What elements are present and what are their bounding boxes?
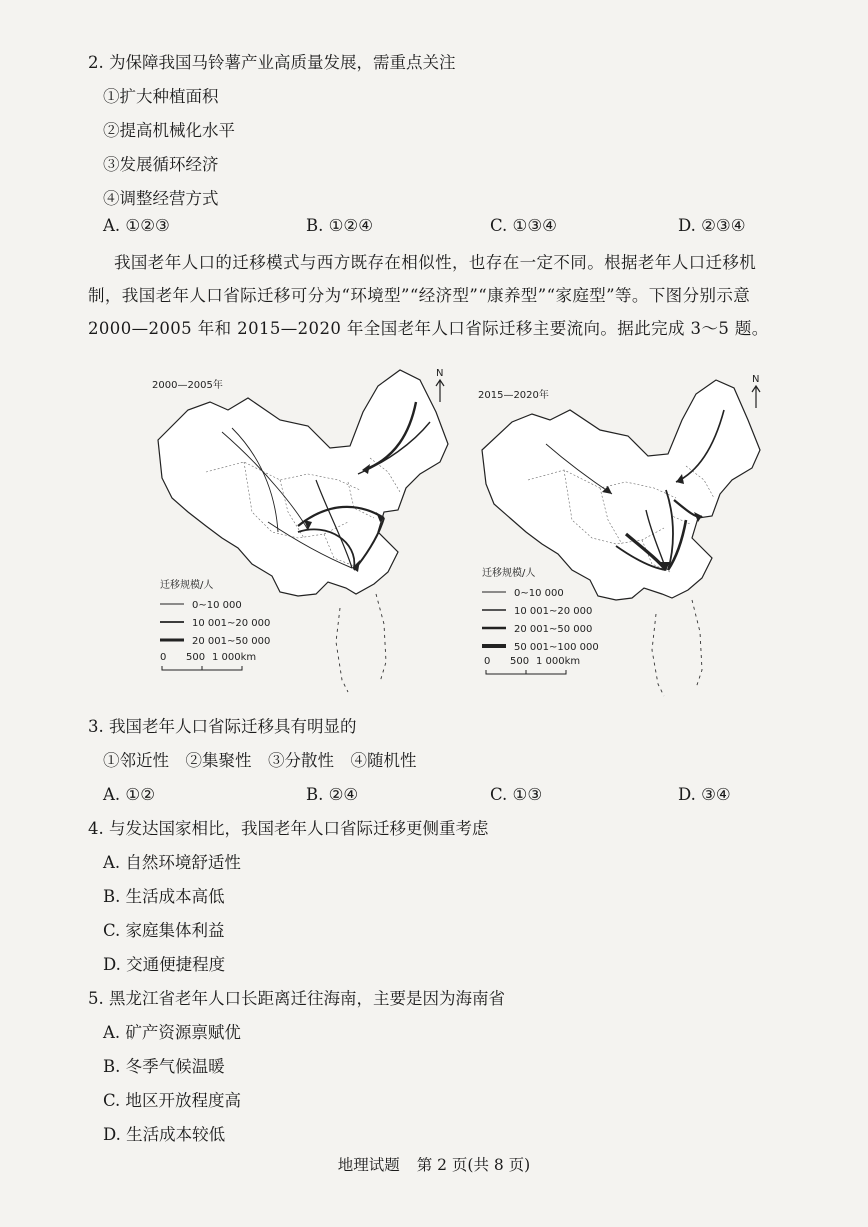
q5-option-d: D. 生活成本较低: [103, 1125, 226, 1144]
q5-option-b: B. 冬季气候温暖: [103, 1057, 225, 1076]
migration-map-2015-2020: [476, 370, 776, 700]
q2-item-1: ①扩大种植面积: [103, 87, 219, 106]
q4-option-d: D. 交通便捷程度: [103, 955, 226, 974]
page-footer: [0, 1153, 868, 1175]
map-left-legend-1: 0~10 000: [192, 600, 242, 611]
q4-stem: 4. 与发达国家相比，我国老年人口省际迁移更侧重考虑: [88, 819, 489, 838]
q4-option-c: C. 家庭集体利益: [103, 921, 225, 940]
china-outline-left: [158, 370, 448, 596]
q3-choice-a: A. ①②: [103, 785, 155, 804]
north-arrow-icon: [752, 374, 760, 408]
map-left-scale-1000: 1 000km: [212, 652, 257, 663]
q3-items: ①邻近性 ②集聚性 ③分散性 ④随机性: [103, 751, 417, 770]
north-arrow-icon: [436, 368, 444, 402]
q2-choice-c: C. ①③④: [490, 216, 557, 235]
map-right-legend-1: 0~10 000: [514, 588, 564, 599]
footer-subject: 地理试题: [337, 1156, 400, 1174]
map-right-legend-2: 10 001~20 000: [514, 606, 593, 617]
q2-item-3: ③发展循环经济: [103, 155, 219, 174]
q5-option-c: C. 地区开放程度高: [103, 1091, 242, 1110]
map-right-legend-title: 迁移规模/人: [482, 568, 536, 579]
map-left-legend-2: 10 001~20 000: [192, 618, 271, 629]
q3-stem: 3. 我国老年人口省际迁移具有明显的: [88, 717, 357, 736]
map-right-legend-4: 50 001~100 000: [514, 642, 599, 653]
map-left-legend-title: 迁移规模/人: [160, 580, 214, 591]
map-right-scale-1000: 1 000km: [536, 656, 581, 667]
china-outline-right: [482, 380, 760, 600]
q5-stem: 5. 黑龙江省老年人口长距离迁往海南，主要是因为海南省: [88, 989, 505, 1008]
footer-page-number: 第 2 页(共 8 页): [416, 1156, 531, 1174]
map-right-period: 2015—2020年: [478, 390, 549, 401]
map-left-scale-0: 0: [160, 652, 167, 663]
map-right-scale-0: 0: [484, 656, 491, 667]
passage-line-1: 我国老年人口的迁移模式与西方既存在相似性，也存在一定不同。根据老年人口迁移机: [114, 253, 757, 272]
q5-option-a: A. 矿产资源禀赋优: [103, 1023, 241, 1042]
migration-map-2000-2005: [148, 362, 458, 697]
q3-choice-d: D. ③④: [678, 785, 731, 804]
q2-choice-a: A. ①②③: [103, 216, 170, 235]
q2-item-2: ②提高机械化水平: [103, 121, 235, 140]
passage-line-2: 制，我国老年人口省际迁移可分为“环境型”“经济型”“康养型”“家庭型”等。下图分别示意: [88, 286, 751, 305]
q4-option-b: B. 生活成本高低: [103, 887, 225, 906]
map-left-scale-500: 500: [186, 652, 206, 663]
q2-choice-d: D. ②③④: [678, 216, 746, 235]
north-label-right: N: [752, 374, 760, 385]
map-left-period: 2000—2005年: [152, 380, 223, 391]
q2-item-4: ④调整经营方式: [103, 189, 219, 208]
q2-stem: 2. 为保障我国马铃薯产业高质量发展，需重点关注: [88, 53, 456, 72]
map-right-scale-500: 500: [510, 656, 530, 667]
passage-line-3: 2000—2005 年和 2015—2020 年全国老年人口省际迁移主要流向。据此完成 3～5 题。: [88, 319, 769, 338]
q3-choice-b: B. ②④: [306, 785, 359, 804]
q2-choice-b: B. ①②④: [306, 216, 373, 235]
map-right-legend-3: 20 001~50 000: [514, 624, 593, 635]
north-label-left: N: [436, 368, 444, 379]
q3-choice-c: C. ①③: [490, 785, 543, 804]
q4-option-a: A. 自然环境舒适性: [103, 853, 241, 872]
map-left-legend-3: 20 001~50 000: [192, 636, 271, 647]
